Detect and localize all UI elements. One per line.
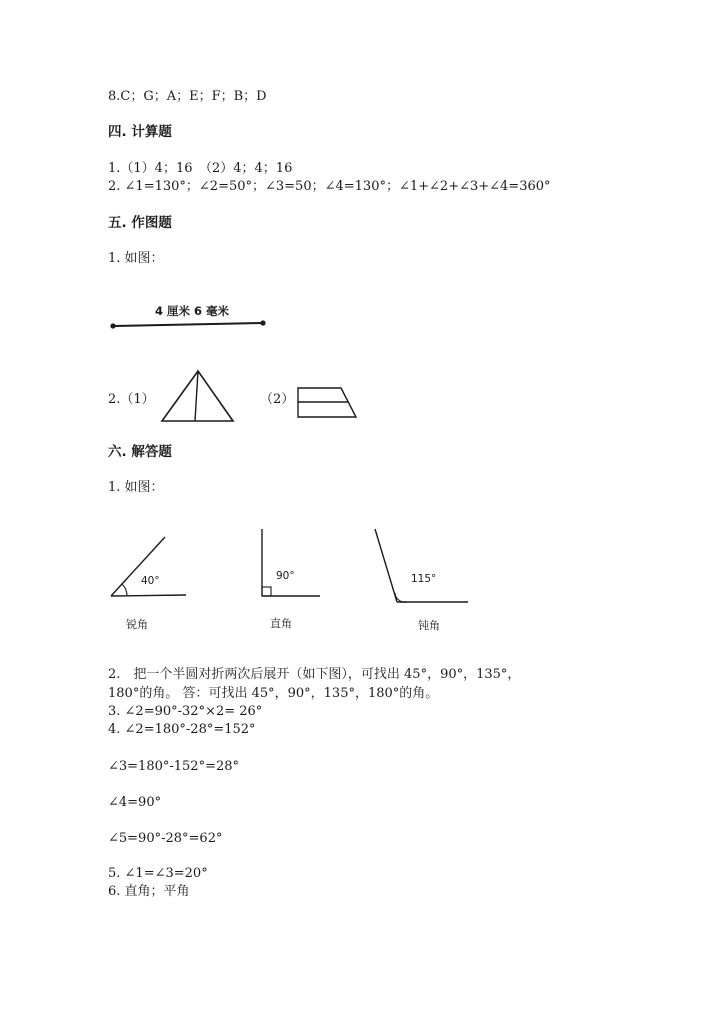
calc-answer-1: 1.（1）4；16 （2）4；4；16 (108, 161, 293, 176)
obtuse-angle-label: 钝角 (418, 619, 440, 632)
acute-angle-label: 锐角 (126, 618, 148, 631)
solution-answer-1: 1. 如图： (108, 480, 164, 495)
drawing-answer-2-part-2: （2） (260, 392, 295, 407)
right-angle-value: 90° (276, 570, 295, 582)
section-4-heading: 四. 计算题 (108, 124, 172, 140)
solution-answer-4-angle-5: ∠5=90°-28°=62° (108, 831, 223, 846)
acute-angle-figure (108, 535, 190, 605)
trapezoid-figure (295, 385, 361, 421)
obtuse-angle-ray (375, 529, 397, 602)
acute-angle-arc (122, 584, 127, 596)
triangle-figure (158, 368, 238, 424)
segment-endpoint-left (110, 323, 115, 328)
segment-label: 4 厘米 6 毫米 (155, 304, 230, 318)
drawing-answer-2-part-1: 2.（1） (108, 392, 155, 407)
acute-angle-base (111, 595, 186, 596)
line-8-answers: 8.C；G；A；E；F；B；D (108, 89, 267, 104)
calc-answer-2: 2. ∠1=130°；∠2=50°；∠3=50；∠4=130°；∠1+∠2+∠3+∠4=360° (108, 179, 551, 194)
section-6-heading: 六. 解答题 (108, 444, 172, 460)
drawing-answer-1: 1. 如图： (108, 251, 164, 266)
acute-angle-value: 40° (141, 575, 160, 587)
solution-answer-6: 6. 直角；平角 (108, 884, 190, 899)
right-angle-label: 直角 (270, 617, 292, 630)
right-angle-marker (262, 587, 271, 596)
solution-answer-2-line-1: 2. 把一个半圆对折两次后展开（如下图），可找出 45°，90°，135°， (108, 667, 521, 682)
solution-answer-2-line-2: 180°的角。 答：可找出 45°，90°，135°，180°的角。 (108, 686, 439, 701)
solution-answer-3: 3. ∠2=90°-32°×2= 26° (108, 704, 263, 719)
solution-answer-5: 5. ∠1=∠3=20° (108, 866, 208, 881)
solution-answer-4: 4. ∠2=180°-28°=152° (108, 722, 256, 737)
acute-angle-ray (111, 537, 165, 596)
obtuse-angle-value: 115° (411, 573, 437, 585)
segment-figure (105, 298, 275, 334)
section-5-heading: 五. 作图题 (108, 215, 172, 231)
solution-answer-4-angle-4: ∠4=90° (108, 795, 162, 810)
right-angle-figure (258, 527, 324, 599)
triangle-height (195, 371, 198, 421)
solution-answer-4-angle-3: ∠3=180°-152°=28° (108, 759, 240, 774)
segment-line (113, 323, 263, 326)
segment-endpoint-right (260, 320, 265, 325)
obtuse-angle-figure (372, 527, 472, 605)
